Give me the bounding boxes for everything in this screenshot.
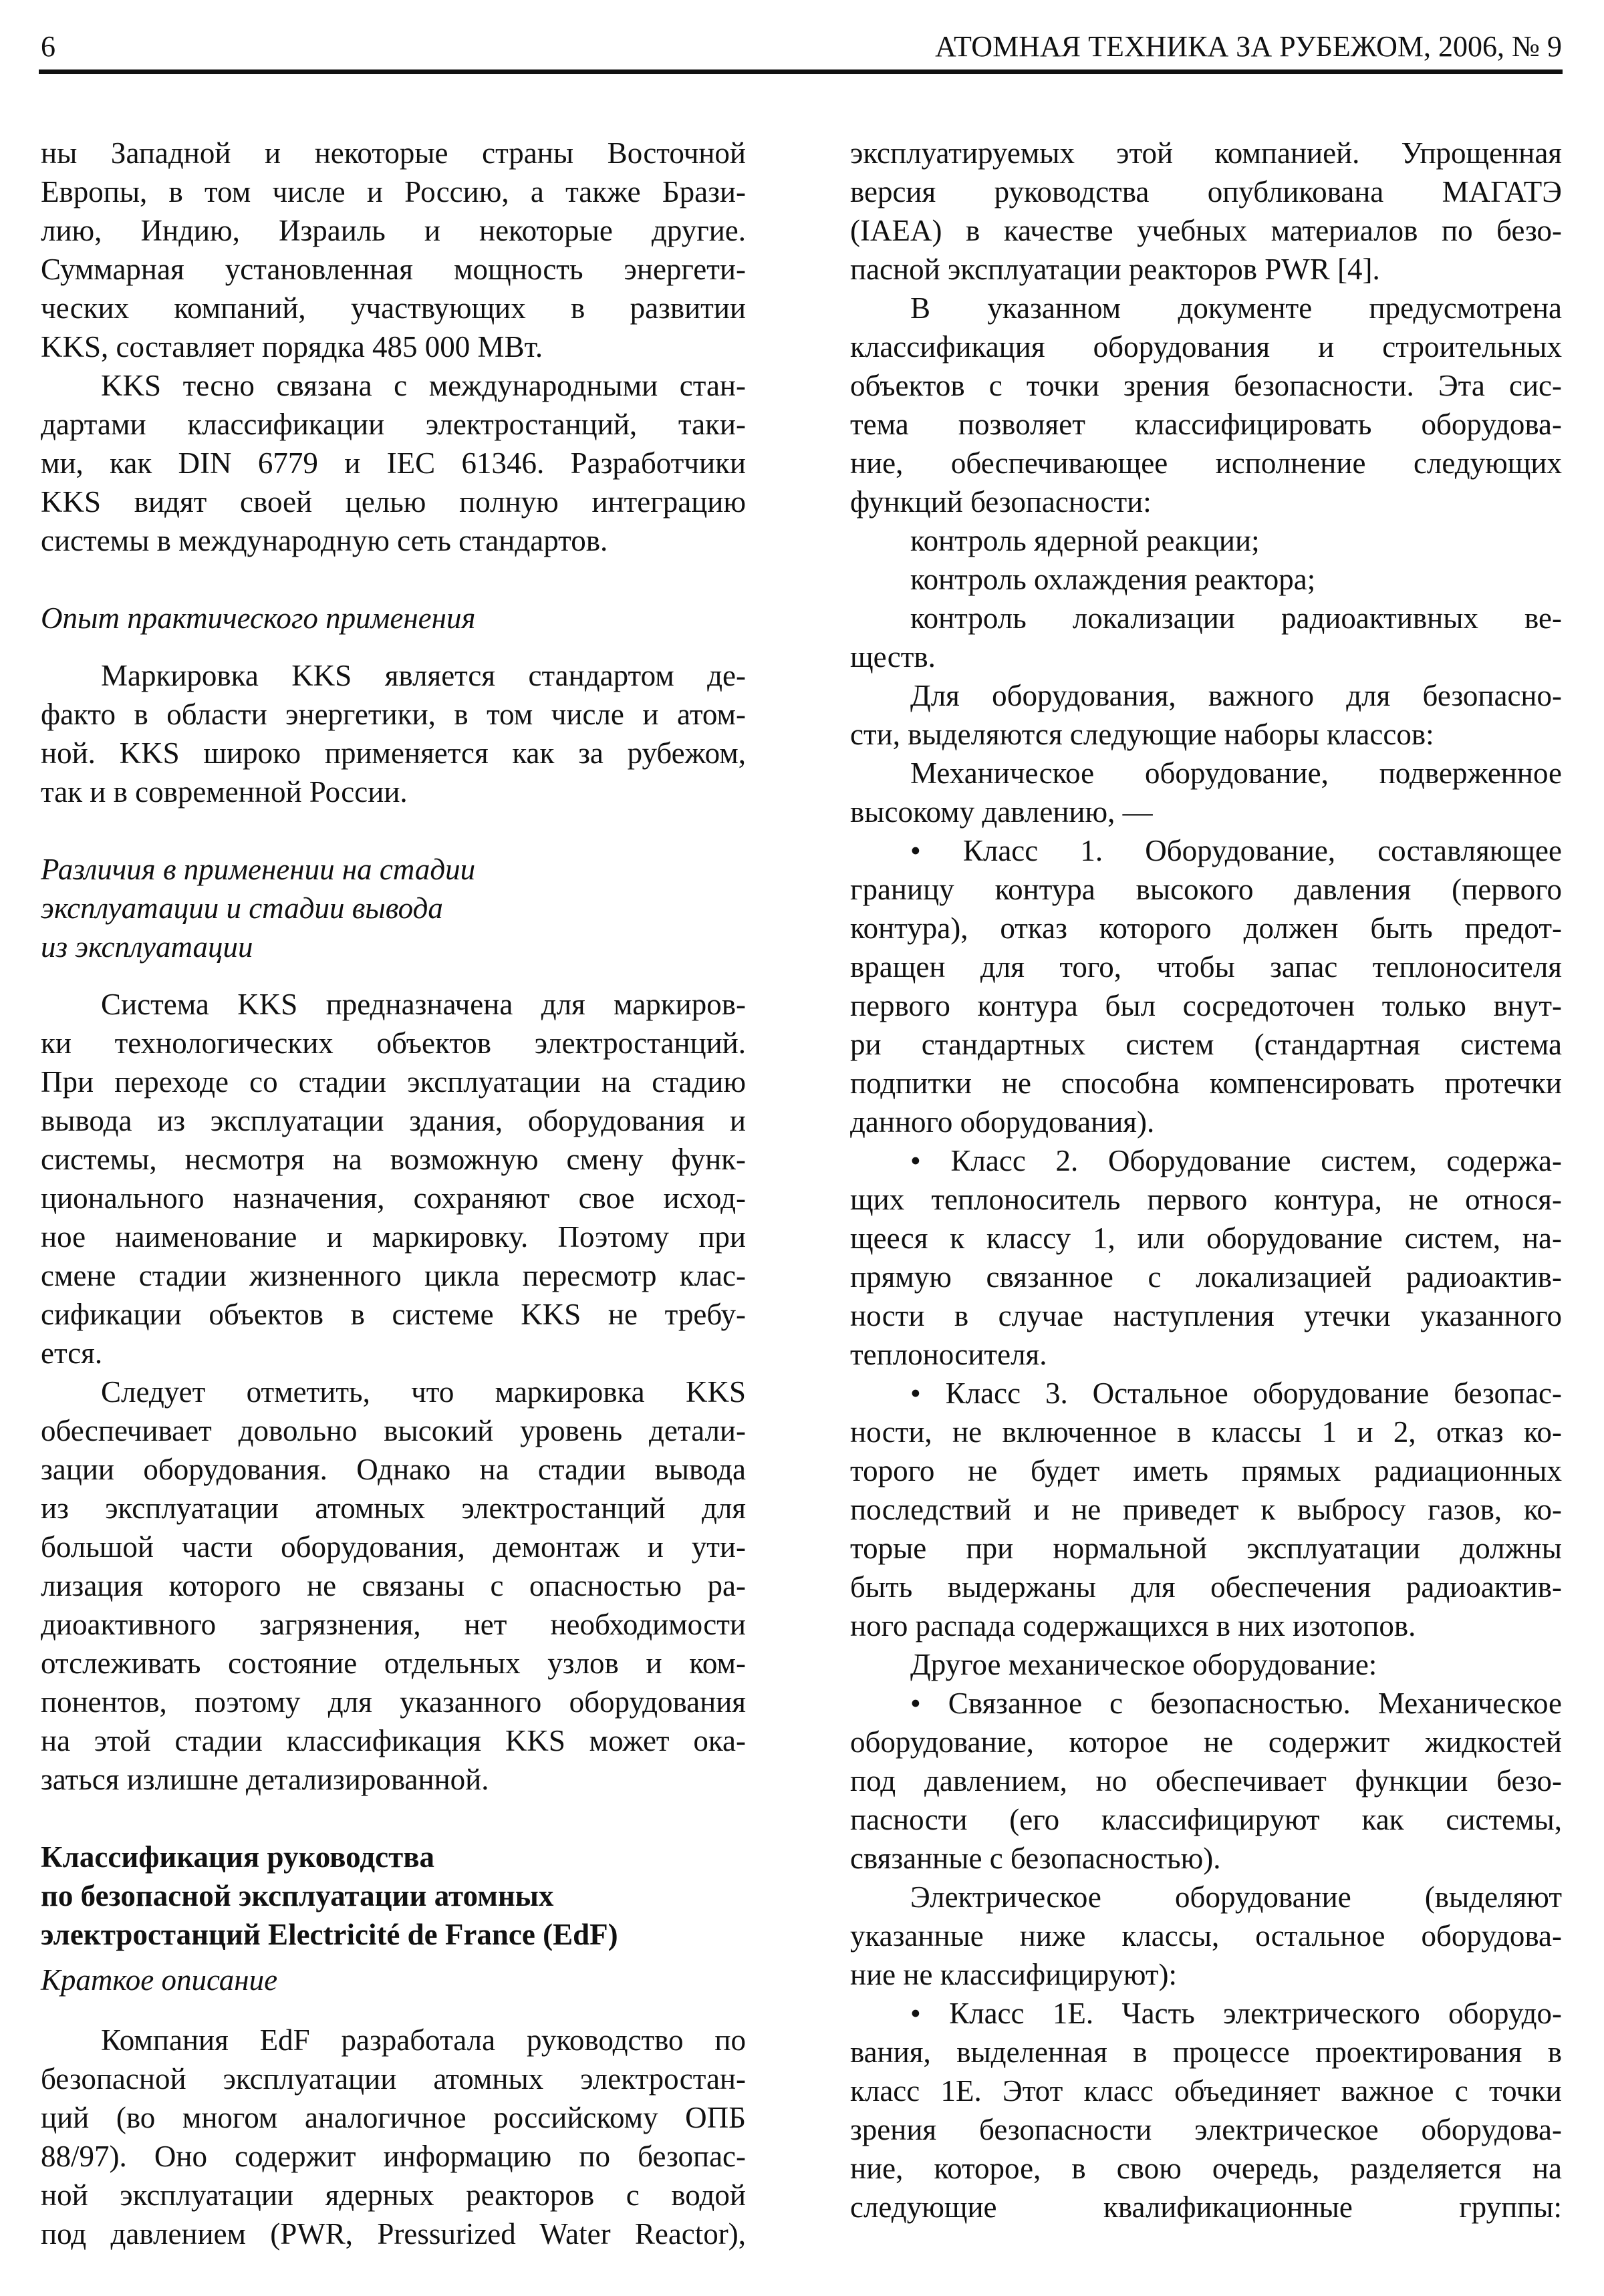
text-line: Опыт практического применения <box>41 601 476 635</box>
text-line: данного оборудования). <box>850 1105 1155 1139</box>
paragraph <box>41 1373 746 1799</box>
text-line: Для оборудования, важного для безопасно- <box>910 679 1562 712</box>
text-line: ций (во многом аналогичное российскому ОПБ <box>41 2101 746 2134</box>
text-line: вращен для того, чтобы запас теплоносителя <box>850 950 1562 984</box>
paragraph <box>850 1645 1562 1684</box>
text-line: зрения безопасности электрическое оборудова- <box>850 2113 1562 2146</box>
paragraph <box>850 1684 1562 1878</box>
text-line: прямую связанное с локализацией радиоактив- <box>850 1260 1562 1294</box>
text-line: В указанном документе предусмотрена <box>910 291 1562 325</box>
paragraph <box>41 985 746 1373</box>
text-line: щих теплоноситель первого контура, не относя- <box>850 1183 1562 1216</box>
text-line: Механическое оборудование, подверженное <box>910 756 1562 790</box>
paragraph <box>41 134 746 366</box>
text-line: Маркировка KKS является стандартом де- <box>101 659 746 692</box>
text-line: Электрическое оборудование (выделяют <box>910 1880 1562 1914</box>
paragraph <box>41 366 746 560</box>
paragraph <box>850 289 1562 521</box>
text-line: обеспечивает довольно высокий уровень детали- <box>41 1414 746 1447</box>
text-line: границу контура высокого давления (первого <box>850 873 1562 906</box>
header-rule <box>39 69 1563 74</box>
text-line: Система KKS предназначена для маркиров- <box>101 988 746 1021</box>
text-line: вания, выделенная в процессе проектирования в <box>850 2035 1562 2069</box>
text-line: контура), отказ которого должен быть предот- <box>850 911 1562 945</box>
paragraph <box>41 656 746 811</box>
text-line: большой части оборудования, демонтаж и ути- <box>41 1530 746 1564</box>
text-line: ри стандартных систем (стандартная система <box>850 1028 1562 1061</box>
text-line: на этой стадии классификация KKS может ока- <box>41 1724 746 1757</box>
text-line: торого не будет иметь прямых радиационных <box>850 1454 1562 1487</box>
paragraph <box>850 754 1562 831</box>
text-line: При переходе со стадии эксплуатации на стадию <box>41 1065 746 1099</box>
text-line: ние, обеспечивающее исполнение следующих <box>850 446 1562 480</box>
subsection-heading <box>41 850 746 966</box>
left-column <box>41 134 746 2253</box>
text-line: пасности (его классифицируют как системы, <box>850 1803 1562 1836</box>
text-line: под давлением (PWR, Pressurized Water Reactor), <box>41 2217 746 2251</box>
text-line: • Связанное с безопасностью. Механическое <box>910 1687 1562 1720</box>
text-line: отслеживать состояние отдельных узлов и ком- <box>41 1646 746 1680</box>
paragraph <box>850 1878 1562 1994</box>
text-line: • Класс 1. Оборудование, составляющее <box>910 834 1562 867</box>
text-line: ного распада содержащихся в них изотопов. <box>850 1609 1416 1642</box>
text-line: щееся к классу 1, или оборудование систем, на- <box>850 1222 1562 1255</box>
text-line: версия руководства опубликована МАГАТЭ <box>850 175 1562 208</box>
subsection-heading <box>41 1961 746 1999</box>
subsection-heading <box>41 599 746 637</box>
paragraph <box>850 1374 1562 1645</box>
text-line: диоактивного загрязнения, нет необходимости <box>41 1608 746 1641</box>
text-line: последствий и не приведет к выбросу газов, ко- <box>850 1493 1562 1526</box>
page-number: 6 <box>41 30 55 63</box>
text-line: по безопасной эксплуатации атомных <box>41 1879 554 1912</box>
text-line: KKS видят своей целью полную интеграцию <box>41 485 746 519</box>
text-line: подпитки не способна компенсировать протечки <box>850 1066 1562 1100</box>
text-line: контроль ядерной реакции; <box>910 524 1260 557</box>
text-line: • Класс 2. Оборудование систем, содержа- <box>910 1144 1562 1177</box>
text-line: объектов с точки зрения безопасности. Эта сис- <box>850 369 1562 402</box>
text-line: ществ. <box>850 640 936 674</box>
text-line: ности, не включенное в классы 1 и 2, отказ ко- <box>850 1415 1562 1449</box>
paragraph <box>41 2021 746 2253</box>
text-line: контроль охлаждения реактора; <box>910 563 1316 596</box>
text-line: ны Западной и некоторые страны Восточной <box>41 136 746 170</box>
text-line: тема позволяет классифицировать оборудова- <box>850 408 1562 441</box>
text-line: заться излишне детализированной. <box>41 1763 489 1796</box>
text-line: классификация оборудования и строительных <box>850 330 1562 364</box>
journal-title: АТОМНАЯ ТЕХНИКА ЗА РУБЕЖОМ, 2006, № 9 <box>935 30 1562 63</box>
text-line: • Класс 3. Остальное оборудование безопас- <box>910 1377 1562 1410</box>
text-line: Классификация руководства <box>41 1840 434 1874</box>
text-line: факто в области энергетики, в том числе и атом- <box>41 698 746 731</box>
text-line: ности в случае наступления утечки указанного <box>850 1299 1562 1332</box>
text-line: класс 1E. Этот класс объединяет важное с точки <box>850 2074 1562 2108</box>
text-line: вывода из эксплуатации здания, оборудования и <box>41 1104 746 1137</box>
text-line: из эксплуатации атомных электростанций для <box>41 1491 746 1525</box>
text-line: Различия в применении на стадии <box>41 853 476 886</box>
text-line: дартами классификации электростанций, таки- <box>41 408 746 441</box>
text-line: сти, выделяются следующие наборы классов: <box>850 718 1434 751</box>
text-line: зации оборудования. Однако на стадии вывода <box>41 1453 746 1486</box>
text-line: понентов, поэтому для указанного оборудования <box>41 1685 746 1719</box>
text-line: Компания EdF разработала руководство по <box>101 2023 746 2057</box>
paragraph <box>850 831 1562 1141</box>
text-line: (IAEA) в качестве учебных материалов по безо- <box>850 214 1562 247</box>
text-line: функций безопасности: <box>850 485 1152 519</box>
text-line: под давлением, но обеспечивает функции безо- <box>850 1764 1562 1798</box>
text-line: безопасной эксплуатации атомных электростан- <box>41 2062 746 2096</box>
section-heading <box>41 1838 746 1954</box>
paragraph <box>850 599 1562 676</box>
text-line: теплоносителя. <box>850 1338 1047 1371</box>
text-line: KKS, составляет порядка 485 000 МВт. <box>41 330 543 364</box>
text-line: • Класс 1E. Часть электрического оборудо- <box>910 1997 1562 2030</box>
text-line: ческих компаний, участвующих в развитии <box>41 291 746 325</box>
text-line: ние, которое, в свою очередь, разделяется на <box>850 2152 1562 2185</box>
text-line: быть выдержаны для обеспечения радиоактив- <box>850 1570 1562 1604</box>
text-line: системы, несмотря на возможную смену функ- <box>41 1143 746 1176</box>
text-line: Суммарная установленная мощность энергети- <box>41 253 746 286</box>
text-line: Другое механическое оборудование: <box>910 1648 1377 1681</box>
text-line: связанные с безопасностью). <box>850 1842 1221 1875</box>
paragraph <box>850 676 1562 754</box>
text-line: Следует отметить, что маркировка KKS <box>101 1375 746 1409</box>
text-line: оборудование, которое не содержит жидкостей <box>850 1725 1562 1759</box>
text-line: ние не классифицируют): <box>850 1958 1178 1991</box>
text-line: ное наименование и маркировку. Поэтому при <box>41 1220 746 1254</box>
text-line: контроль локализации радиоактивных ве- <box>910 601 1562 635</box>
text-line: торые при нормальной эксплуатации должны <box>850 1532 1562 1565</box>
text-line: лизация которого не связаны с опасностью ра- <box>41 1569 746 1602</box>
text-line: эксплуатации и стадии вывода <box>41 891 443 925</box>
paragraph <box>850 1994 1562 2227</box>
text-line: KKS тесно связана с международными стан- <box>101 369 746 402</box>
text-line: сификации объектов в системе KKS не требу- <box>41 1298 746 1331</box>
text-line: высокому давлению, — <box>850 795 1153 829</box>
right-column <box>850 134 1562 2227</box>
text-line: электростанций Electricité de France (EdF) <box>41 1918 618 1951</box>
text-line: ной эксплуатации ядерных реакторов с водой <box>41 2178 746 2212</box>
paragraph <box>850 560 1562 599</box>
text-line: смене стадии жизненного цикла пересмотр клас- <box>41 1259 746 1292</box>
text-line: указанные ниже классы, остальное оборудова- <box>850 1919 1562 1953</box>
text-line: 88/97). Оно содержит информацию по безопас- <box>41 2140 746 2173</box>
text-line: Европы, в том числе и Россию, а также Брази- <box>41 175 746 208</box>
paragraph <box>850 134 1562 289</box>
text-line: эксплуатируемых этой компанией. Упрощенная <box>850 136 1562 170</box>
text-line: из эксплуатации <box>41 930 253 964</box>
text-line: ми, как DIN 6779 и IEC 61346. Разработчики <box>41 446 746 480</box>
text-line: ки технологических объектов электростанций. <box>41 1026 746 1060</box>
paragraph <box>850 521 1562 560</box>
text-line: ется. <box>41 1336 103 1370</box>
text-line: первого контура был сосредоточен только внут- <box>850 989 1562 1022</box>
text-line: пасной эксплуатации реакторов PWR [4]. <box>850 253 1380 286</box>
text-line: ной. KKS широко применяется как за рубежом, <box>41 736 746 770</box>
paragraph <box>850 1141 1562 1374</box>
text-line: лию, Индию, Израиль и некоторые другие. <box>41 214 746 247</box>
text-line: ционального назначения, сохраняют свое исход- <box>41 1181 746 1215</box>
text-line: следующие квалификационные группы: <box>850 2190 1562 2224</box>
text-line: так и в современной России. <box>41 775 408 809</box>
text-line: системы в международную сеть стандартов. <box>41 524 608 557</box>
text-line: Краткое описание <box>41 1963 278 1997</box>
